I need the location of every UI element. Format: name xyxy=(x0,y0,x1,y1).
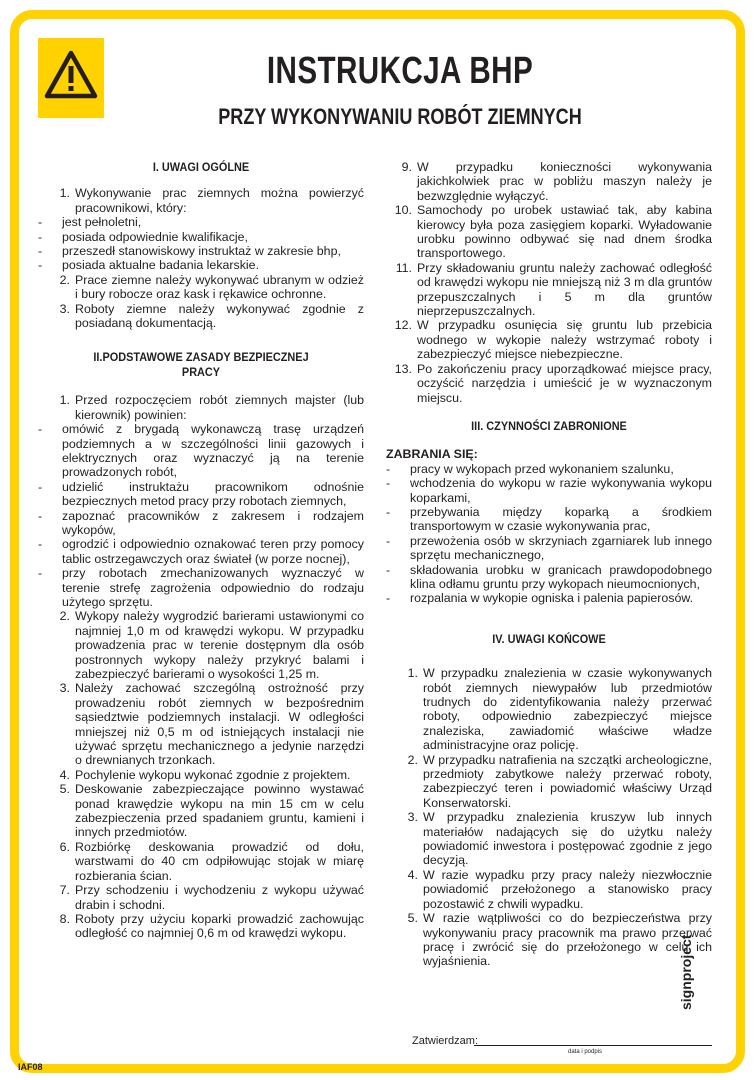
bullet-item: - posiada odpowiednie kwalifikacje, xyxy=(38,229,248,244)
page-title: INSTRUKCJA BHP xyxy=(266,50,534,92)
list-item: 3. W przypadku znalezienia kruszyw lub innych materiałów nadających się do użytku należy powiadomić inwestora i postępować zgodnie z jego decyzją. xyxy=(407,810,712,868)
list-item: 9. W przypadku konieczności wykonywania jakichkolwiek prac w pobliżu maszyn należy je bezwzględnie wyłączyć. xyxy=(401,160,712,203)
warning-sign xyxy=(38,38,104,118)
list-item: 1. W przypadku znalezienia w czasie wykonywanych robót ziemnych niewypałów lub przedmiotów trudnych do zidentyfikowania należy przerwać roboty, odpowiednio zabezpieczyć miejsce znaleziska, zawiadomić właściwe władze administracyjne oraz policję. xyxy=(407,666,712,753)
left-column xyxy=(38,160,364,941)
list-item: 12. W przypadku osunięcia się gruntu lub przebicia wodnego w wykopie należy wstrzymać roboty i zabezpieczyć miejsce niebezpieczne. xyxy=(394,318,712,362)
list-item: 5. Deskowanie zabezpieczające powinno wystawać ponad krawędzie wykopu na min 15 cm w celu zabezpieczenia przed spadaniem gruntu, kamieni i innych przedmiotów. xyxy=(59,782,364,840)
brand-logo: signproject xyxy=(678,934,694,1010)
bullet-item: - pracy w wykopach przed wykonaniem szalunku, xyxy=(386,461,674,476)
list-item: 1. Przed rozpoczęciem robót ziemnych majster (lub kierownik) powinien: xyxy=(59,393,364,422)
section-1-heading: I. UWAGI OGÓLNE xyxy=(152,160,250,174)
bullet-item: - przy robotach zmechanizowanych wyznaczyć w terenie strefę zagrożenia odpowiednio do rodzaju użytego sprzętu. xyxy=(38,566,364,609)
bullet-item: - przebywania między koparką a środkiem transportowym w czasie wykonywania prac, xyxy=(386,504,712,534)
list-item: 7. Przy schodzeniu i wychodzeniu z wykopu używać drabin i schodni. xyxy=(59,883,364,912)
right-column xyxy=(386,160,712,969)
bullet-item: - udzielić instruktażu pracownikom odnośnie bezpiecznych metod pracy przy robotach ziemnych, xyxy=(38,479,364,509)
bullet-item: - przewożenia osób w skrzyniach zgarniarek lub innego sprzętu mechanicznego, xyxy=(386,533,712,563)
bullet-item: - rozpalania w wykopie ogniska i palenia papierosów. xyxy=(386,591,694,606)
list-item: 4. Pochylenie wykopu wykonać zgodnie z projektem. xyxy=(59,767,351,782)
list-item: 2. W przypadku natrafienia na szczątki archeologiczne, przedmioty zabytkowe należy przerwać roboty, zabezpieczyć teren i powiadomić właściwy Urząd Konserwatorski. xyxy=(407,752,712,810)
approve-label: Zatwierdzam: xyxy=(412,1035,479,1047)
product-code: IAF08 xyxy=(18,1062,43,1072)
list-item: 8. Roboty przy użyciu koparki prowadzić zachowując odległość co najmniej 0,6 m od krawędzi wykopu. xyxy=(59,911,364,941)
bullet-item: - przeszedł stanowiskowy instruktaż w zakresie bhp, xyxy=(38,244,341,259)
list-item: 2. Wykopy należy wygrodzić barierami ustawionymi co najmniej 1,0 m od krawędzi wykopu. W przypadku prowadzenia prac w terenie dostępnym dla osób postronnych wykopy należy przykryć balami i zabezpieczyć barierami o wysokości 1,25 m. xyxy=(59,609,364,681)
bullet-item: - wchodzenia do wykopu w razie wykonywania wykopu koparkami, xyxy=(386,476,712,505)
page-subtitle: PRZY WYKONYWANIU ROBÓT ZIEMNYCH xyxy=(218,104,582,129)
bullet-item: - składowania urobku w granicach prawdopodobnego klina odłamu gruntu przy wykopach nieumocnionych, xyxy=(386,562,712,591)
bullet-item: - omówić z brygadą wykonawczą trasę urządzeń podziemnych a w szczególności linii gazowych i elektrycznych oraz wyznaczyć ją na terenie prowadzonych robót, xyxy=(38,422,364,480)
list-item: 2. Prace ziemne należy wykonywać ubranym w odzież i bury robocze oraz kask i rękawice ochronne. xyxy=(59,272,364,302)
bullet-item: - ogrodzić i odpowiednio oznakować teren przy pomocy tablic ostrzegawczych oraz świateł (w porze nocnej), xyxy=(38,537,364,566)
bullet-item: - posiada aktualne badania lekarskie. xyxy=(38,258,260,273)
list-item: 1. Wykonywanie prac ziemnych można powierzyć pracownikowi, który: xyxy=(59,186,364,215)
bullet-item: - zapoznać pracowników z zakresem i rodzajem wykopów, xyxy=(38,508,364,537)
section-3-heading: III. CZYNNOŚCI ZABRONIONE xyxy=(471,418,627,433)
signature-caption: data i podpis xyxy=(568,1049,603,1055)
list-item: 3. Należy zachować szczególną ostrożność przy prowadzeniu robót ziemnych w bezpośrednim sąsiedztwie podziemnych instalacji. W odległości mniejszej niż 0,5 m od istniejących instalacji nie używać sprzętu mechanicznego a jedynie narzędzi o drewnianych trzonkach. xyxy=(59,681,364,768)
list-item: 5. W razie wątpliwości co do bezpieczeństwa przy wykonywaniu pracy pracownik ma prawo przerwać pracę i zwrócić się do przełożonego w celu ich wyjaśnienia. xyxy=(407,911,712,969)
list-item: 3. Roboty ziemne należy wykonywać zgodnie z posiadaną dokumentacją. xyxy=(59,301,364,331)
section-2-heading-line2: PRACY xyxy=(181,364,221,379)
warning-triangle-icon xyxy=(44,50,98,100)
section-2-heading: II.PODSTAWOWE ZASADY BEZPIECZNEJ xyxy=(93,350,309,365)
list-item: 13. Po zakończeniu pracy uporządkować miejsce pracy, oczyścić narzędzia i umieścić je w wyznaczonym miejscu. xyxy=(394,361,712,405)
prohibited-intro: ZABRANIA SIĘ: xyxy=(386,447,478,462)
bullet-item: - jest pełnoletni, xyxy=(38,215,142,230)
signature-line xyxy=(474,1045,712,1046)
section-4-heading: IV. UWAGI KOŃCOWE xyxy=(492,631,606,646)
list-item: 10. Samochody po urobek ustawiać tak, aby kabina kierowcy była poza zasięgiem koparki. Wyładowanie urobku powinno odbywać się nad dnem środka transportowego. xyxy=(394,203,712,261)
list-item: 6. Rozbiórkę deskowania prowadzić od dołu, warstwami do 40 cm odpiłowując stojak w miarę rozbierania ścian. xyxy=(59,839,364,883)
list-item: 11. Przy składowaniu gruntu należy zachować odległość od krawędzi wykopu nie mniejszą niż 3 m dla gruntów przepuszczalnych i 5 m dla gruntów nieprzepuszczalnych. xyxy=(395,260,712,319)
list-item: 4. W razie wypadku przy pracy należy niezwłocznie powiadomić przełożonego a stanowisko pracy pozostawić z chwili wypadku. xyxy=(407,867,712,911)
